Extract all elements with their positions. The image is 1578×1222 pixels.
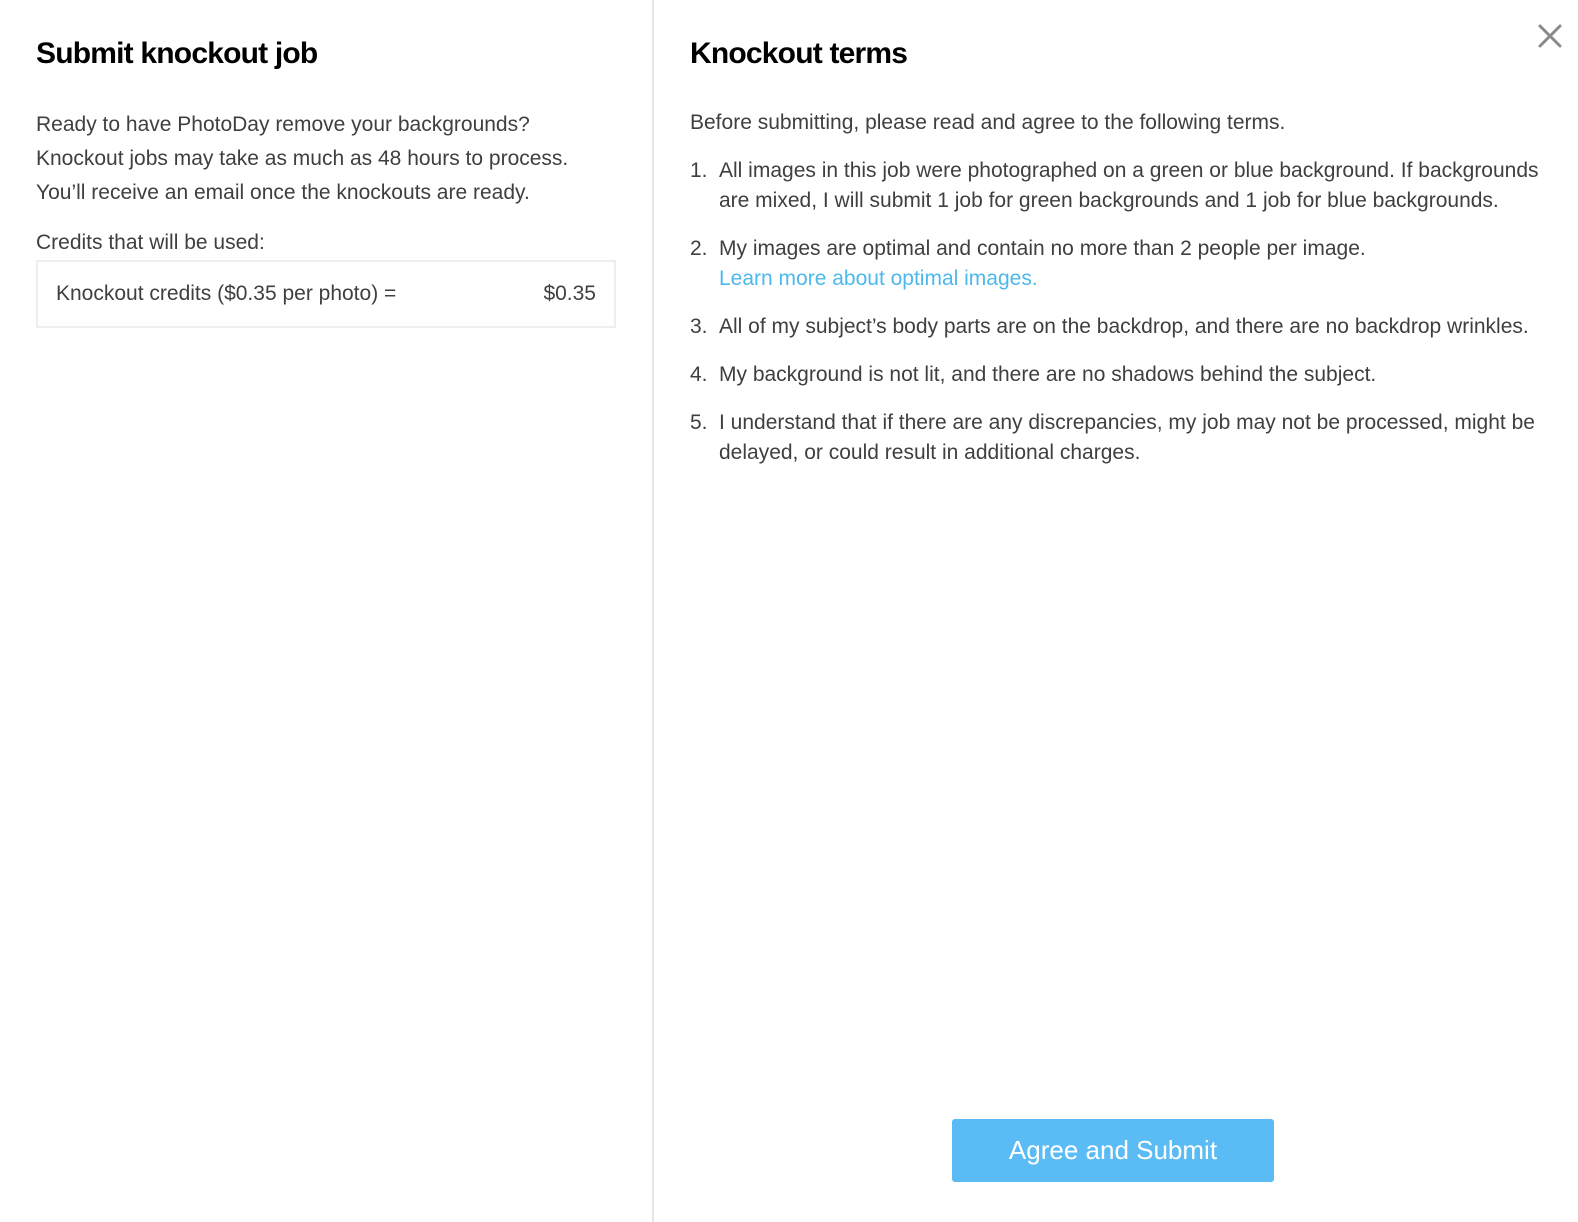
term-number: 3. (690, 315, 708, 338)
terms-panel (654, 0, 1578, 1222)
submit-intro (36, 108, 616, 210)
term-text: My images are optimal and contain no more than 2 people per image. (719, 237, 1366, 260)
credits-label: Credits that will be used: (36, 231, 265, 254)
close-icon (1536, 22, 1564, 50)
term-item (690, 408, 1542, 468)
submit-title: Submit knockout job (36, 37, 318, 70)
term-item (690, 156, 1542, 216)
term-text: I understand that if there are any discrepancies, my job may not be processed, might be delayed, or could result in additional charges. (719, 411, 1535, 464)
optimal-images-link[interactable]: Learn more about optimal images. (719, 267, 1038, 290)
intro-line: Knockout jobs may take as much as 48 hours to process. (36, 147, 569, 170)
intro-line: You’ll receive an email once the knockouts are ready. (36, 181, 530, 204)
term-item (690, 360, 1542, 390)
terms-intro: Before submitting, please read and agree to the following terms. (690, 111, 1286, 134)
submit-panel (0, 0, 654, 1222)
term-text: All of my subject’s body parts are on the backdrop, and there are no backdrop wrinkles. (719, 315, 1529, 338)
terms-title: Knockout terms (690, 37, 908, 70)
term-number: 2. (690, 237, 708, 260)
term-number: 1. (690, 159, 708, 182)
term-number: 5. (690, 411, 708, 434)
intro-line: Ready to have PhotoDay remove your backgrounds? (36, 113, 530, 136)
term-number: 4. (690, 363, 708, 386)
credit-row-amount: $0.35 (543, 282, 596, 305)
term-text: All images in this job were photographed on a green or blue background. If backgrounds are mixed, I will submit 1 job for green backgrounds and 1 job for blue backgrounds. (719, 159, 1539, 212)
term-item (690, 312, 1542, 342)
credit-row-label: Knockout credits ($0.35 per photo) = (56, 282, 397, 305)
term-text: My background is not lit, and there are no shadows behind the subject. (719, 363, 1377, 386)
credits-summary (36, 260, 616, 328)
agree-and-submit-button[interactable]: Agree and Submit (952, 1119, 1274, 1182)
terms-list (690, 156, 1542, 468)
close-button[interactable] (1536, 22, 1564, 50)
term-text-wrapper (719, 234, 1542, 294)
term-item (690, 234, 1542, 294)
